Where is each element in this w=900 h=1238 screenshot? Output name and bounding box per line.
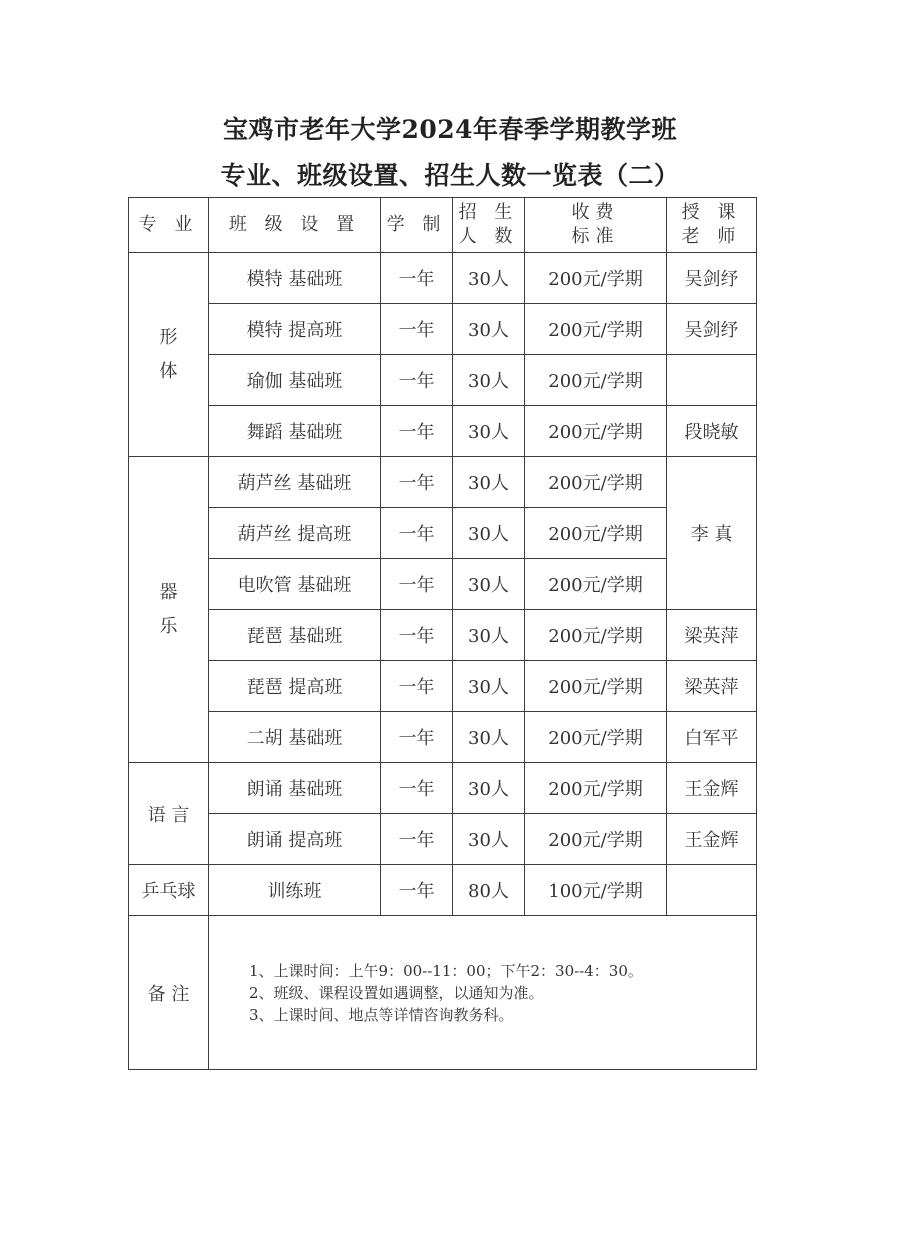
major-cell-qiyue [129, 457, 209, 763]
enrollment-cell: 30人 [453, 610, 525, 661]
class-cell: 电吹管 基础班 [209, 559, 381, 610]
teacher-cell: 王金辉 [667, 763, 757, 814]
teacher-cell [667, 355, 757, 406]
duration-cell: 一年 [381, 253, 453, 304]
class-cell: 葫芦丝 提高班 [209, 508, 381, 559]
fee-cell: 200元/学期 [525, 304, 667, 355]
teacher-cell: 段晓敏 [667, 406, 757, 457]
teacher-cell: 梁英萍 [667, 610, 757, 661]
fee-cell: 200元/学期 [525, 763, 667, 814]
duration-cell: 一年 [381, 559, 453, 610]
notes-label: 备 注 [129, 916, 209, 1070]
table-row [129, 661, 757, 712]
teacher-cell: 李 真 [667, 457, 757, 610]
major-qiyue-char1: 器 [159, 581, 178, 603]
header-major: 专 业 [129, 198, 209, 253]
class-cell: 瑜伽 基础班 [209, 355, 381, 406]
header-enrollment-bottom: 人 数 [458, 226, 519, 247]
class-cell: 琵琶 提高班 [209, 661, 381, 712]
table-row [129, 304, 757, 355]
page-subtitle: 专业、班级设置、招生人数一览表（二） [220, 161, 680, 190]
fee-cell: 200元/学期 [525, 355, 667, 406]
duration-cell: 一年 [381, 406, 453, 457]
header-teacher-bottom: 老 师 [681, 226, 742, 247]
class-cell: 琵琶 基础班 [209, 610, 381, 661]
header-duration: 学 制 [381, 198, 453, 253]
header-fee [525, 198, 667, 253]
teacher-cell [667, 865, 757, 916]
page-title: 宝鸡市老年大学2024年春季学期教学班 [222, 115, 678, 144]
class-cell: 舞蹈 基础班 [209, 406, 381, 457]
table-header-row [129, 198, 757, 253]
course-table [128, 197, 757, 1070]
fee-cell: 200元/学期 [525, 559, 667, 610]
notes-row [129, 916, 757, 1070]
fee-cell: 200元/学期 [525, 712, 667, 763]
teacher-cell: 吴剑纾 [667, 304, 757, 355]
class-cell: 葫芦丝 基础班 [209, 457, 381, 508]
major-cell-pingpang: 乒乓球 [129, 865, 209, 916]
duration-cell: 一年 [381, 355, 453, 406]
header-fee-bottom: 标准 [571, 226, 620, 247]
teacher-cell: 吴剑纾 [667, 253, 757, 304]
table-row [129, 253, 757, 304]
fee-cell: 200元/学期 [525, 457, 667, 508]
fee-cell: 100元/学期 [525, 865, 667, 916]
enrollment-cell: 30人 [453, 508, 525, 559]
duration-cell: 一年 [381, 712, 453, 763]
header-teacher-top: 授 课 [681, 202, 742, 223]
header-fee-top: 收费 [571, 202, 620, 223]
enrollment-cell: 30人 [453, 559, 525, 610]
major-qiyue-char2: 乐 [159, 615, 178, 637]
enrollment-cell: 30人 [453, 253, 525, 304]
duration-cell: 一年 [381, 610, 453, 661]
table-row [129, 559, 757, 610]
fee-cell: 200元/学期 [525, 661, 667, 712]
enrollment-cell: 30人 [453, 457, 525, 508]
duration-cell: 一年 [381, 865, 453, 916]
table-row [129, 712, 757, 763]
note-line-1: 1、上课时间：上午9：00--11：00；下午2：30--4：30。 [249, 961, 643, 980]
table-row [129, 508, 757, 559]
fee-cell: 200元/学期 [525, 406, 667, 457]
table-row [129, 406, 757, 457]
major-xingti-char1: 形 [159, 326, 178, 348]
class-cell: 模特 提高班 [209, 304, 381, 355]
fee-cell: 200元/学期 [525, 508, 667, 559]
fee-cell: 200元/学期 [525, 610, 667, 661]
duration-cell: 一年 [381, 763, 453, 814]
enrollment-cell: 30人 [453, 661, 525, 712]
teacher-cell: 王金辉 [667, 814, 757, 865]
note-line-2: 2、班级、课程设置如遇调整，以通知为准。 [249, 983, 544, 1002]
major-cell-xingti [129, 253, 209, 457]
duration-cell: 一年 [381, 304, 453, 355]
table-row [129, 814, 757, 865]
table-row [129, 355, 757, 406]
major-cell-yuyan: 语 言 [129, 763, 209, 865]
table-row [129, 610, 757, 661]
duration-cell: 一年 [381, 457, 453, 508]
enrollment-cell: 30人 [453, 304, 525, 355]
note-line-3: 3、上课时间、地点等详情咨询教务科。 [249, 1005, 514, 1024]
enrollment-cell: 30人 [453, 406, 525, 457]
table-row [129, 763, 757, 814]
teacher-cell: 梁英萍 [667, 661, 757, 712]
class-cell: 训练班 [209, 865, 381, 916]
header-enrollment-top: 招 生 [458, 202, 519, 223]
enrollment-cell: 30人 [453, 814, 525, 865]
class-cell: 朗诵 基础班 [209, 763, 381, 814]
fee-cell: 200元/学期 [525, 253, 667, 304]
enrollment-cell: 80人 [453, 865, 525, 916]
fee-cell: 200元/学期 [525, 814, 667, 865]
duration-cell: 一年 [381, 814, 453, 865]
class-cell: 模特 基础班 [209, 253, 381, 304]
enrollment-cell: 30人 [453, 355, 525, 406]
header-class: 班 级 设 置 [209, 198, 381, 253]
duration-cell: 一年 [381, 661, 453, 712]
major-xingti-char2: 体 [159, 360, 178, 382]
header-teacher [667, 198, 757, 253]
notes-content [209, 916, 757, 1070]
class-cell: 二胡 基础班 [209, 712, 381, 763]
class-cell: 朗诵 提高班 [209, 814, 381, 865]
table-row [129, 865, 757, 916]
enrollment-cell: 30人 [453, 712, 525, 763]
duration-cell: 一年 [381, 508, 453, 559]
table-row [129, 457, 757, 508]
teacher-cell: 白军平 [667, 712, 757, 763]
enrollment-cell: 30人 [453, 763, 525, 814]
header-enrollment [453, 198, 525, 253]
